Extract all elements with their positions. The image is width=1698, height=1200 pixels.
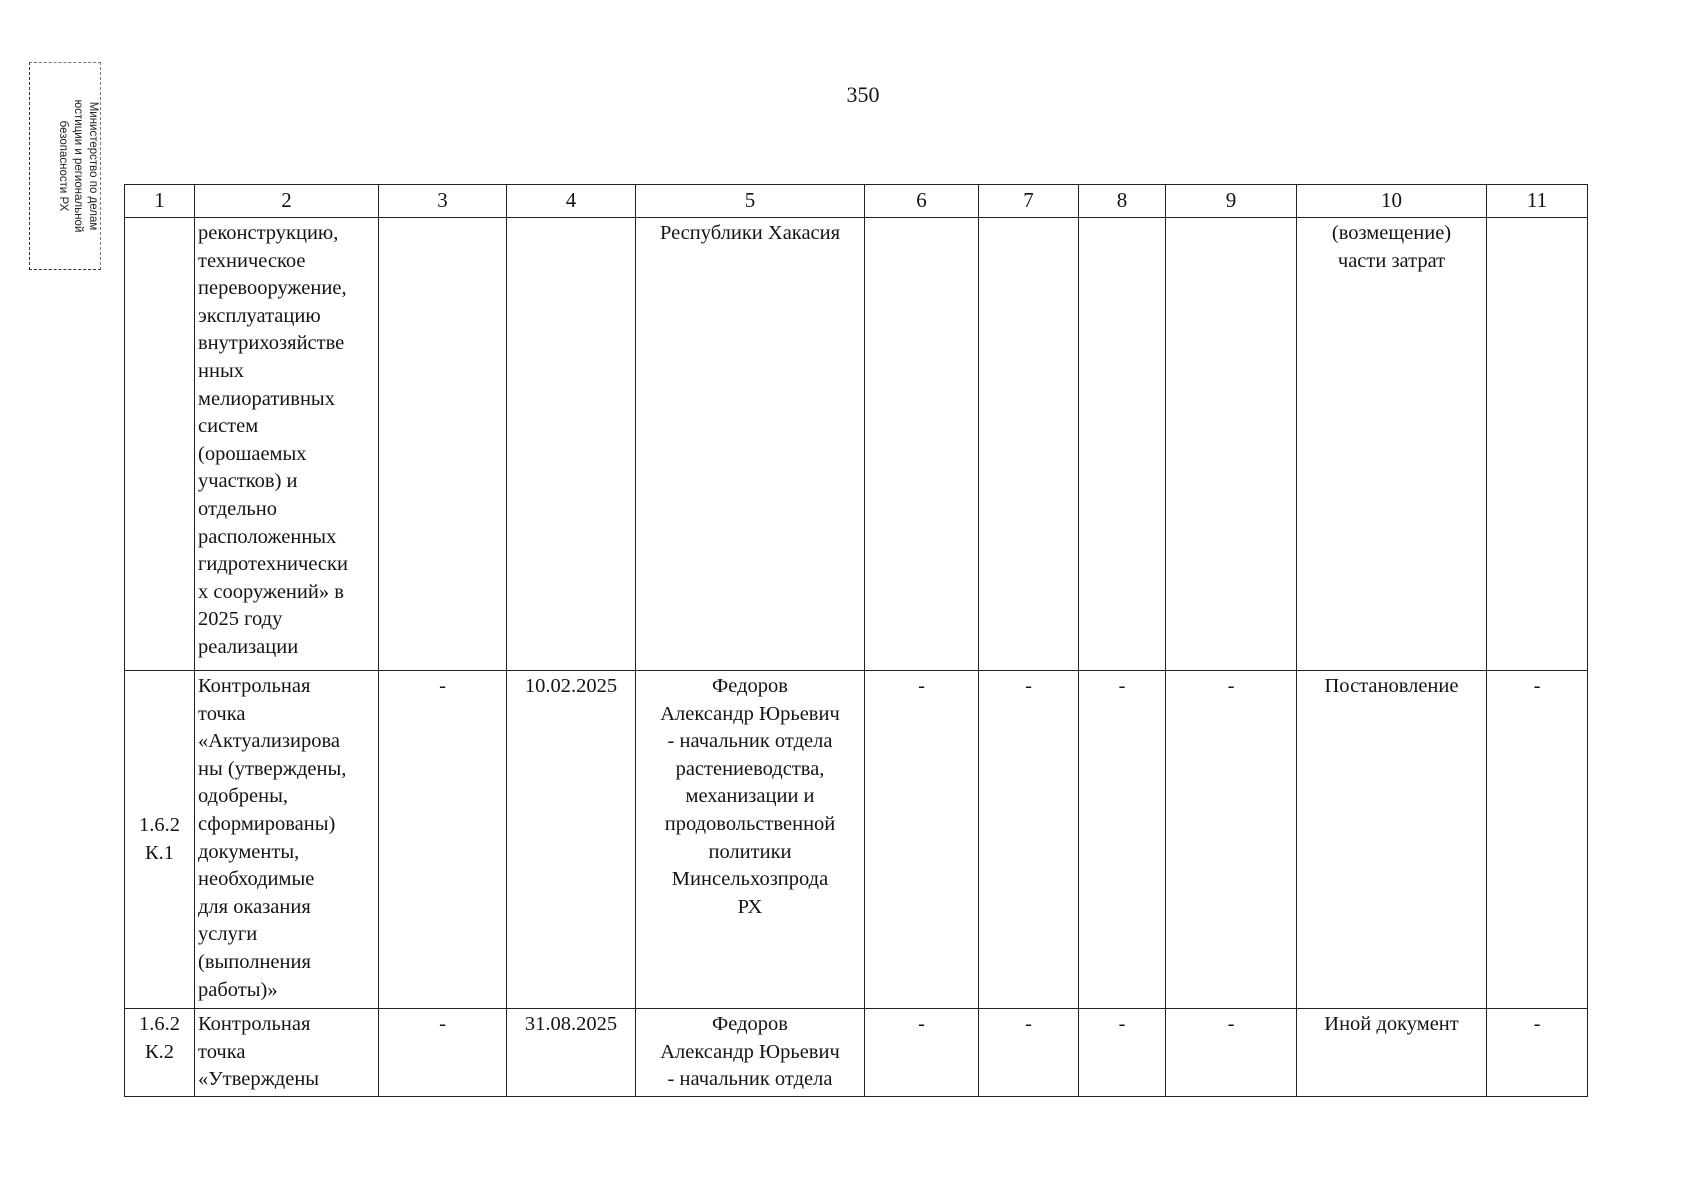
cell-col3: - [379, 671, 507, 1009]
document-type-cell: Постановление [1297, 671, 1487, 1009]
row-number-cell [125, 218, 195, 671]
column-header: 8 [1079, 185, 1166, 218]
column-header: 2 [195, 185, 379, 218]
stamp-text [40, 67, 100, 265]
responsible-cell: Республики Хакасия [636, 218, 865, 671]
row-number-cell: 1.6.2 К.2 [125, 1009, 195, 1097]
column-header: 7 [979, 185, 1079, 218]
responsible-cell: Федоров Александр Юрьевич - начальник отдела [636, 1009, 865, 1097]
column-header: 6 [865, 185, 979, 218]
date-cell: 31.08.2025 [507, 1009, 636, 1097]
cell-col6: - [865, 671, 979, 1009]
plan-table [124, 184, 1588, 1097]
table-row [125, 1009, 1588, 1097]
row-number-cell: 1.6.2 К.1 [125, 671, 195, 1009]
cell-col11: - [1487, 671, 1588, 1009]
cell-col8 [1079, 218, 1166, 671]
cell-col6: - [865, 1009, 979, 1097]
ministry-stamp [29, 62, 101, 270]
column-header: 3 [379, 185, 507, 218]
date-cell [507, 218, 636, 671]
stamp-line: Министерство по делам [87, 101, 99, 231]
table-row [125, 218, 1588, 671]
header-row [125, 185, 1588, 218]
name-cell: Контрольная точка «Актуализирова ны (утверждены, одобрены, сформированы) документы, необходимые для оказания услуги (выполнения работы)» [195, 671, 379, 1009]
stamp-line: юстиции и региональной [72, 99, 84, 233]
cell-col8: - [1079, 1009, 1166, 1097]
column-header: 9 [1166, 185, 1297, 218]
responsible-cell: Федоров Александр Юрьевич - начальник отдела растениеводства, механизации и продовольственной политики Минсельхозпрода РХ [636, 671, 865, 1009]
column-header: 5 [636, 185, 865, 218]
stamp-line: безопасности РХ [57, 120, 69, 212]
cell-col6 [865, 218, 979, 671]
cell-col11: - [1487, 1009, 1588, 1097]
table-row [125, 671, 1588, 1009]
cell-col7: - [979, 1009, 1079, 1097]
document-type-cell: (возмещение) части затрат [1297, 218, 1487, 671]
document-type-cell: Иной документ [1297, 1009, 1487, 1097]
date-cell: 10.02.2025 [507, 671, 636, 1009]
cell-col7 [979, 218, 1079, 671]
page-number: 350 [846, 82, 880, 107]
column-header: 11 [1487, 185, 1588, 218]
cell-col9: - [1166, 1009, 1297, 1097]
cell-col9: - [1166, 671, 1297, 1009]
cell-col8: - [1079, 671, 1166, 1009]
name-cell: Контрольная точка «Утверждены [195, 1009, 379, 1097]
cell-col11 [1487, 218, 1588, 671]
cell-col7: - [979, 671, 1079, 1009]
cell-col9 [1166, 218, 1297, 671]
cell-col3: - [379, 1009, 507, 1097]
cell-col3 [379, 218, 507, 671]
column-header: 4 [507, 185, 636, 218]
column-header: 1 [125, 185, 195, 218]
name-cell: реконструкцию, техническое перевооружение, эксплуатацию внутрихозяйстве нных мелиоративных систем (орошаемых участков) и отдельно расположенных гидротехнически х сооружений» в 2025 году реализации [195, 218, 379, 671]
column-header: 10 [1297, 185, 1487, 218]
